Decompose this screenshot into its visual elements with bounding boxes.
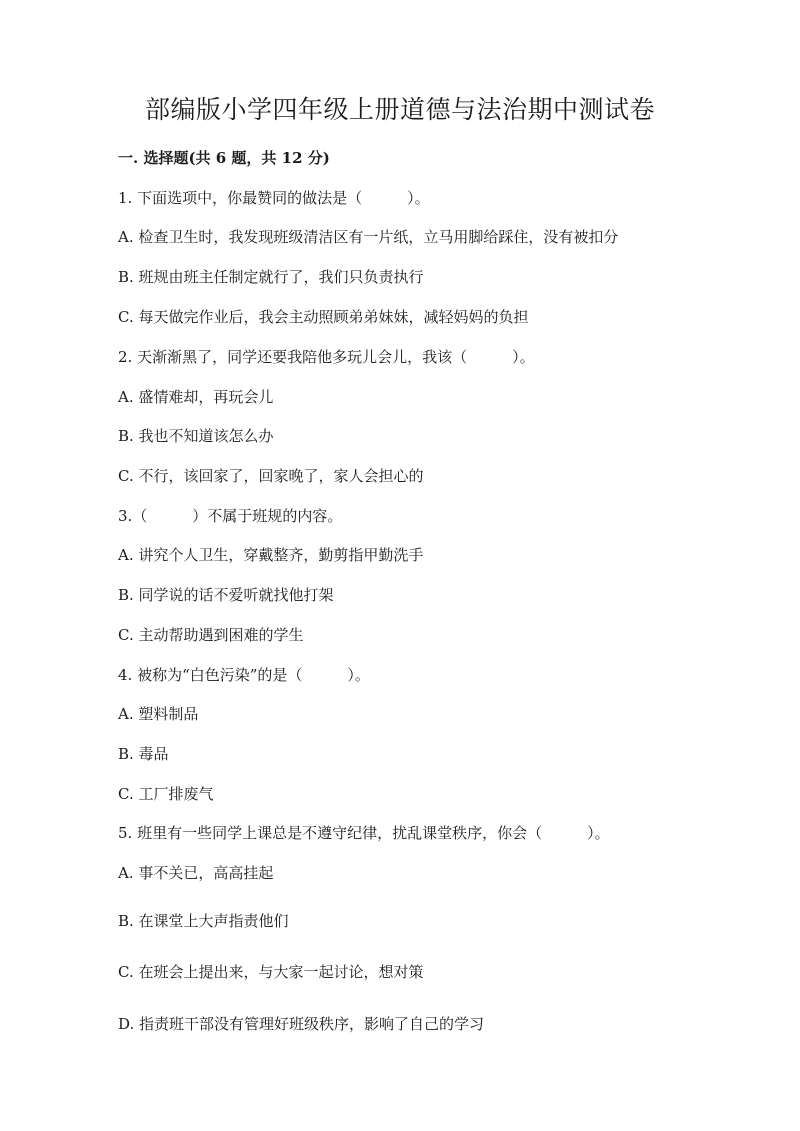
question-4-option-a: A. 塑料制品 [118, 705, 199, 723]
question-5-option-b: B. 在课堂上大声指责他们 [118, 912, 289, 930]
question-2-option-a: A. 盛情难却，再玩会儿 [118, 388, 274, 406]
question-1-option-a: A. 检查卫生时，我发现班级清洁区有一片纸，立马用脚给踩住，没有被扣分 [118, 228, 619, 246]
question-2-option-c: C. 不行，该回家了，回家晚了，家人会担心的 [118, 467, 424, 485]
exam-title: 部编版小学四年级上册道德与法治期中测试卷 [144, 95, 655, 124]
question-3-option-b: B. 同学说的话不爱听就找他打架 [118, 586, 334, 604]
question-2-stem: 2. 天渐渐黑了，同学还要我陪他多玩儿会儿，我该（ ）。 [118, 348, 535, 366]
question-5-option-a: A. 事不关已，高高挂起 [118, 864, 274, 882]
question-2-option-b: B. 我也不知道该怎么办 [118, 427, 274, 445]
question-3-option-a: A. 讲究个人卫生，穿戴整齐，勤剪指甲勤洗手 [118, 546, 424, 564]
question-1-stem: 1. 下面选项中，你最赞同的做法是（ ）。 [118, 189, 430, 207]
question-5-stem: 5. 班里有一些同学上课总是不遵守纪律，扰乱课堂秩序，你会（ ）。 [118, 824, 610, 842]
question-1-option-c: C. 每天做完作业后，我会主动照顾弟弟妹妹，减轻妈妈的负担 [118, 308, 529, 326]
question-4-option-b: B. 毒品 [118, 745, 169, 763]
question-4-stem: 4. 被称为“白色污染”的是（ ）。 [118, 666, 370, 684]
section-heading: 一. 选择题(共 6 题，共 12 分) [118, 149, 330, 167]
question-1-option-b: B. 班规由班主任制定就行了，我们只负责执行 [118, 268, 424, 286]
question-5-option-d: D. 指责班干部没有管理好班级秩序，影响了自己的学习 [118, 1015, 485, 1033]
question-3-option-c: C. 主动帮助遇到困难的学生 [118, 626, 304, 644]
question-4-option-c: C. 工厂排废气 [118, 785, 214, 803]
question-3-stem: 3.（ ）不属于班规的内容。 [118, 507, 343, 525]
question-5-option-c: C. 在班会上提出来，与大家一起讨论，想对策 [118, 963, 424, 981]
